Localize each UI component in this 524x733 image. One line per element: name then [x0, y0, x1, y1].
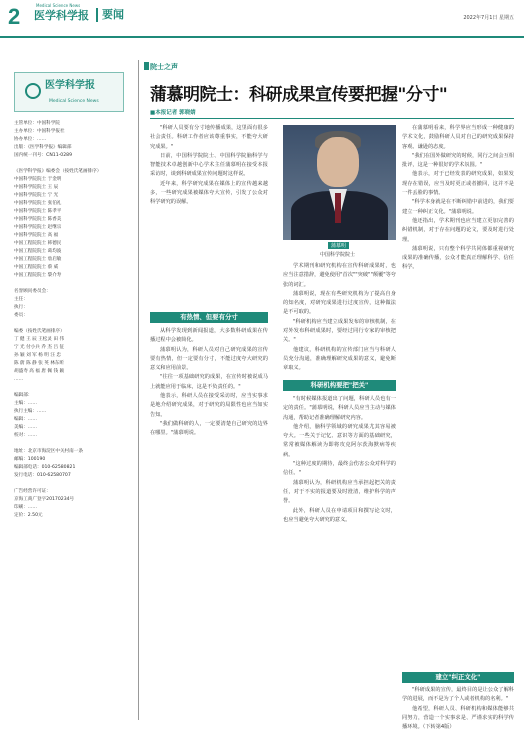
masthead-line: 编辑：…… [14, 417, 37, 422]
article-paragraph: 他希望，科研人员、科研机构和媒体能够共同努力，营造一个实事求是、严谨求实的科学传播环境。（下转第4版） [402, 705, 514, 731]
masthead-line: 丁 健 王 辰 王松灵 田 伟 [14, 337, 65, 342]
brand-name: 医学科学报 [34, 9, 89, 22]
masthead-line: 中国工程院院士 韩德民 [14, 241, 62, 246]
masthead-line: 印刷：…… [14, 505, 37, 510]
portrait-photo [283, 125, 396, 240]
logo-english: Medical Science News [49, 99, 99, 104]
subhead-3: 建立"纠正文化" [402, 672, 514, 683]
masthead-line: 执行主编：…… [14, 409, 47, 414]
article-paragraph: 近年来，科学研究成果在媒体上的宣传越来越多，一些研究成果被媒体夸大宣传，引发了公众对科学研究的误解。 [150, 180, 268, 206]
masthead-line: 执行： [14, 305, 28, 310]
masthead-line [14, 280, 132, 288]
column-divider [138, 60, 139, 720]
masthead-line: 中国科学院院士 赵继宗 [14, 225, 62, 230]
masthead-line: 《医学科学报》编委会（按姓氏笔画排序） [14, 169, 102, 174]
article-paragraph: 在蒲慕明看来，科学界应当形成一种健康的学术文化，鼓励科研人员对自己的研究成果保持客观、谦逊的态度。 [402, 125, 514, 150]
article-paragraph: 他介绍，脑科学领域的研究成果尤其容易被夸大。一些关于记忆、意识等方面的基础研究，常常被媒体解读为即将攻克阿尔茨海默病等疾病。 [283, 423, 396, 458]
masthead-line: 编委（按姓氏笔画排序） [14, 329, 65, 334]
masthead-sidebar [14, 72, 132, 722]
masthead-line: 京海工商广登字20170234号 [14, 497, 75, 502]
topic-label: 院士之声 [150, 63, 178, 71]
article-paragraph: "我们在国外做研究的时候，同行之间会互相批评，这是一种很好的学术氛围。" [402, 152, 514, 169]
masthead-line: 委员： [14, 313, 28, 318]
masthead-line: 美编：…… [14, 425, 37, 430]
masthead-line [14, 384, 132, 392]
page-header [0, 0, 524, 38]
byline-rule [150, 118, 514, 119]
article-paragraph: "往往一项基础研究的成果，在宣传时被说成马上就能应用于临床，这是不负责任的。" [150, 374, 268, 390]
masthead-line [14, 480, 132, 488]
masthead-line: 宁 光 付小兵 乔 杰 吕 征 [14, 345, 65, 350]
masthead-line: 地址：北京市海淀区中关村南一条 [14, 449, 83, 454]
masthead-line: 编辑部电话：010-62580821 [14, 465, 76, 470]
masthead-line: 名誉顾问委员会： [14, 289, 51, 294]
article-paragraph: "有时候媒体报道出了问题，科研人员也有一定的责任。"蒲慕明说，科研人员应当主动与媒体沟通，帮助记者准确理解研究内容。 [283, 396, 396, 421]
masthead-line: 中国科学院院士 宁 光 [14, 193, 59, 198]
logo-emblem-icon [25, 83, 41, 99]
masthead-line: 中国工程院院士 黎介寿 [14, 273, 62, 278]
article-paragraph: 他表示，对于已经发表的研究成果，如果发现存在错误，应当及时更正或者撤回，这并不是一件丢脸的事情。 [402, 171, 514, 197]
masthead-line: 中国科学院院士 陈孝平 [14, 209, 62, 214]
masthead-line: 编辑部： [14, 393, 33, 398]
masthead-line: 主管单位：中国科学院 [14, 121, 60, 126]
article-paragraph: 他表示，科研人员在接受采访时，应当实事求是地介绍研究成果，对于研究的局限性也应当如实告知。 [150, 393, 268, 418]
masthead-line: 胡盛寿 高 福 唐 佩 钱 颖 [14, 369, 65, 374]
article-paragraph: 此外，科研人员在申请项目和撰写论文时，也应当避免夸大研究的意义。 [283, 507, 396, 523]
article-paragraph: "科学本身就是在不断纠错中前进的，我们要建立一种纠正文化。"蒲慕明说。 [402, 199, 514, 215]
article-paragraph: 学术期刊和研究机构在宣传科研成果时，也应当注意措辞，避免使用"首次""突破""颠覆"等夸张的词汇。 [283, 263, 396, 288]
photo-name-tag: 蒲慕明 [328, 242, 349, 249]
masthead-line: 中国科学院院士 陈香美 [14, 217, 62, 222]
article-byline: ■本报记者 郭晓婧 [150, 110, 196, 116]
masthead-line: 中国科学院院士 于金明 [14, 177, 62, 182]
article-headline: 蒲慕明院士：科研成果宣传要把握"分寸" [150, 85, 448, 105]
page-number: 2 [8, 4, 21, 29]
masthead-line: 中国科学院院士 张伯礼 [14, 201, 62, 206]
masthead-line: 校对：…… [14, 433, 37, 438]
masthead-line: 陈 蔚 陈 静 张 英 林东昕 [14, 361, 65, 366]
article-paragraph: 蒲慕明说，只有整个科学共同体都重视研究成果的准确传播，公众才能真正理解科学、信任科学。 [402, 245, 514, 271]
masthead-line [14, 320, 132, 328]
masthead-line: 定价：2.50元 [14, 513, 43, 518]
masthead-line: 主编：…… [14, 401, 37, 406]
section-title: 要闻 [102, 8, 124, 21]
photo-caption: 中国科学院院士 [320, 252, 356, 258]
masthead-line: …… [14, 377, 24, 382]
masthead-line: 广告经营许可证： [14, 489, 51, 494]
issue-date: 2022年7月1日 星期五 [463, 15, 514, 21]
masthead-line: 发行电话：010-62580707 [14, 473, 71, 478]
article-paragraph: "这种过度的期待，最终会伤害公众对科学的信任。" [283, 461, 396, 477]
subhead-2: 科研机构要把"把关" [283, 380, 396, 391]
masthead-line [14, 160, 132, 168]
brand-english: Medical Science News [36, 3, 81, 8]
masthead-lines [14, 120, 132, 520]
article-column-1-lower [150, 327, 268, 722]
article-paragraph: 从科学发现到新闻报道，大多数科研成果在传播过程中会被简化。 [150, 328, 268, 344]
masthead-line: 协办单位：…… [14, 137, 47, 142]
article-paragraph: 日前，中国科学院院士、中国科学院脑科学与智能技术卓越创新中心学术主任蒲慕明在接受本报采访时，谈到科研成果宣传问题时这样说。 [150, 152, 268, 178]
article-column-1 [150, 124, 268, 309]
article-column-2-lower [283, 395, 396, 722]
logo-title: 医学科学报 [45, 80, 95, 91]
masthead-line: 中国科学院院士 王 辰 [14, 185, 59, 190]
article-paragraph: "我们做科研的人，一定要清楚自己研究的边界在哪里。"蒲慕明说。 [150, 420, 268, 437]
article-paragraph: 他建议，科研机构的宣传部门应当与科研人员充分沟通，准确理解研究成果的意义，避免断章取义。 [283, 346, 396, 372]
masthead-line: 中国工程院院士 葛均波 [14, 249, 62, 254]
masthead-line: 主办单位：中国科学报社 [14, 129, 65, 134]
article-paragraph: 蒲慕明说，现在有些研究机构为了提高自身的知名度，对研究成果进行过度宣传，这种做法是不可取的。 [283, 290, 396, 316]
article-paragraph: "科研机构应当建立成果发布的审核机制，在对外发布科研成果时，要经过同行专家的审核把关。" [283, 318, 396, 344]
masthead-logo [14, 72, 124, 112]
masthead-line: 主任： [14, 297, 28, 302]
article-paragraph: "科研人员要有分寸地传播成果，这里面有很多社会责任。科研工作者应该尊重事实，不能夸大研究成果。" [150, 125, 268, 150]
header-separator [96, 8, 98, 22]
masthead-line: 出版：《医学科学报》编辑部 [14, 145, 72, 150]
masthead-line: 中国科学院院士 高 福 [14, 233, 59, 238]
article-column-2 [283, 262, 396, 376]
masthead-line: 中国工程院院士 蔡 威 [14, 265, 59, 270]
subhead-1: 有热情、但要有分寸 [150, 312, 268, 323]
article-paragraph: 蒲慕明认为，科研人员对自己研究成果的宣传要有热情，但一定要有分寸，不能过度夸大研究的意义和应用前景。 [150, 346, 268, 372]
article-column-3-lower [402, 686, 514, 731]
article-paragraph: 蒲慕明认为，科研机构应当承担起把关的责任，对于不实的报道要及时澄清，维护科学的声誉。 [283, 479, 396, 505]
masthead-line: 孙 颖 刘 军 杨 明 汪 忠 [14, 353, 61, 358]
article-column-3 [402, 124, 514, 669]
topic-marker-icon [144, 62, 149, 70]
masthead-line: 邮编：100190 [14, 457, 46, 462]
masthead-line: 国内统一刊号：CN11-0289 [14, 153, 72, 158]
article-paragraph: 他还指出，学术期刊也应当建立更加完善的纠错机制，对于存在问题的论文，要及时进行处理。 [402, 217, 514, 243]
masthead-line [14, 440, 132, 448]
masthead-line: 中国工程院院士 詹启敏 [14, 257, 62, 262]
article-paragraph: "科研成果的宣传，最终目的是让公众了解科学的进展，而不是为了个人或者机构的名利。" [402, 687, 514, 703]
